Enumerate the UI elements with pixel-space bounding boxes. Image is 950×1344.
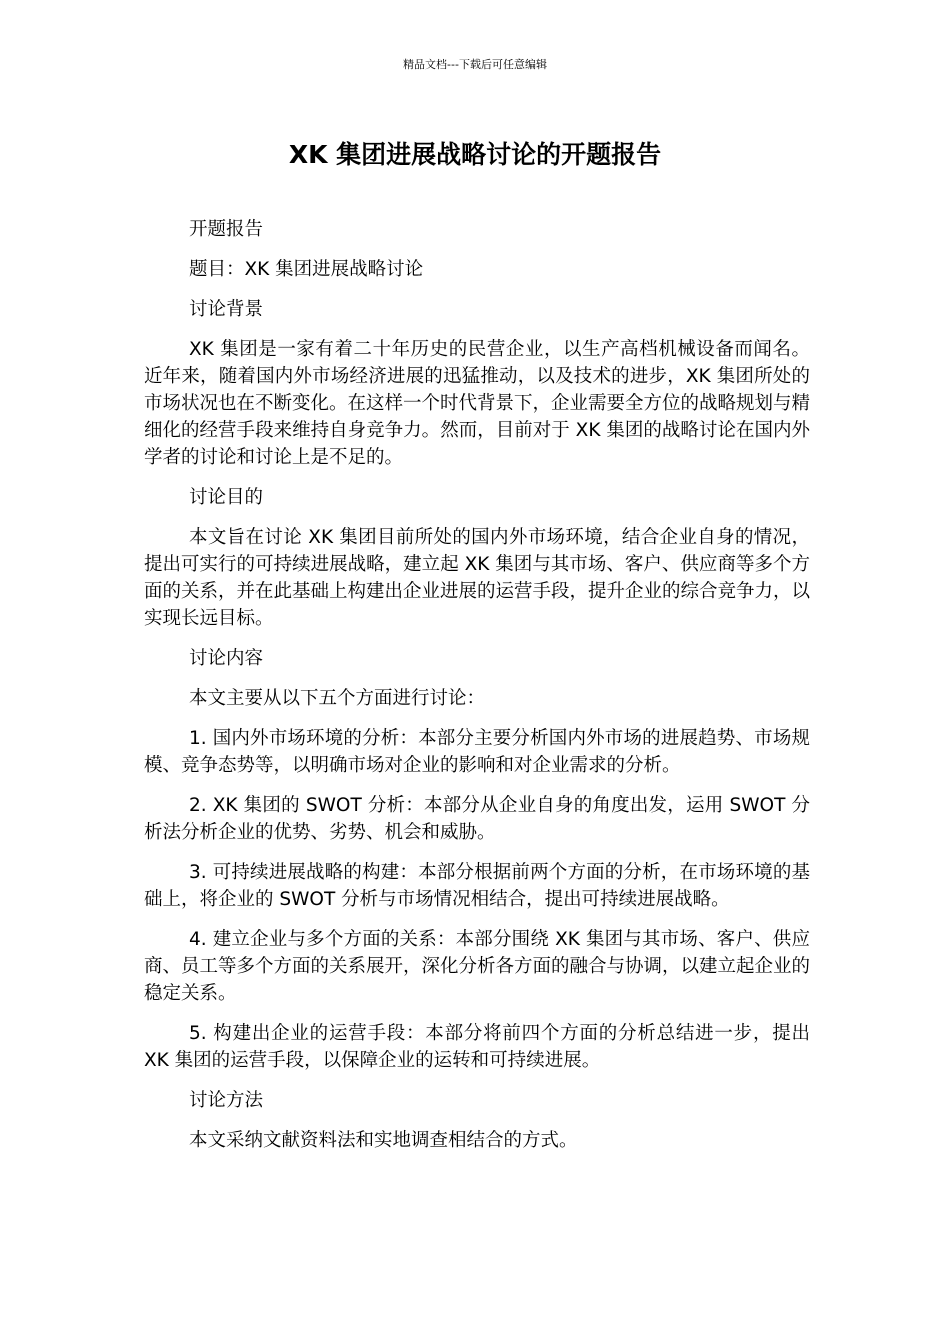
content-item-4: 4. 建立企业与多个方面的关系：本部分围绕 XK 集团与其市场、客户、供应商、员工等多个方面的关系展开，深化分析各方面的融合与协调，以建立起企业的稳定关系。 — [144, 929, 811, 1004]
heading-background: 讨论背景 — [189, 299, 264, 320]
content-intro: 本文主要从以下五个方面进行讨论： — [189, 688, 486, 709]
content-item-1: 1. 国内外市场环境的分析：本部分主要分析国内外市场的进展趋势、市场规模、竞争态势等，以明确市场对企业的影响和对企业需求的分析。 — [144, 728, 810, 776]
topic-line: 题目：XK 集团进展战略讨论 — [189, 259, 424, 280]
page-header-note: 精品文档---下载后可任意编辑 — [403, 58, 547, 71]
document-title: XK 集团进展战略讨论的开题报告 — [288, 140, 662, 169]
document-body — [144, 216, 810, 1167]
heading-purpose: 讨论目的 — [189, 487, 264, 508]
content-item-3: 3. 可持续进展战略的构建：本部分根据前两个方面的分析，在市场环境的基础上，将企业的 SWOT 分析与市场情况相结合，提出可持续进展战略。 — [144, 862, 810, 910]
section-label-proposal: 开题报告 — [189, 219, 264, 240]
content-item-2: 2. XK 集团的 SWOT 分析：本部分从企业自身的角度出发，运用 SWOT 分析法分析企业的优势、劣势、机会和威胁。 — [144, 795, 810, 843]
heading-method: 讨论方法 — [189, 1090, 264, 1111]
purpose-paragraph: 本文旨在讨论 XK 集团目前所处的国内外市场环境，结合企业自身的情况，提出可实行的可持续进展战略，建立起 XK 集团与其市场、客户、供应商等多个方面的关系，并在此基础上构建出企业进展的运营手段，提升企业的综合竞争力，以实现长远目标。 — [144, 527, 811, 629]
method-paragraph: 本文采纳文献资料法和实地调查相结合的方式。 — [189, 1130, 578, 1151]
background-paragraph: XK 集团是一家有着二十年历史的民营企业，以生产高档机械设备而闻名。近年来，随着国内外市场经济进展的迅猛推动，以及技术的进步，XK 集团所处的市场状况也在不断变化。在这样一个时代背景下，企业需要全方位的战略规划与精细化的经营手段来维持自身竞争力。然而，目前对于 XK 集团的战略讨论在国内外学者的讨论和讨论上是不足的。 — [144, 339, 811, 468]
content-item-5: 5. 构建出企业的运营手段：本部分将前四个方面的分析总结进一步，提出 XK 集团的运营手段，以保障企业的运转和可持续进展。 — [144, 1023, 810, 1071]
heading-content: 讨论内容 — [189, 648, 264, 669]
